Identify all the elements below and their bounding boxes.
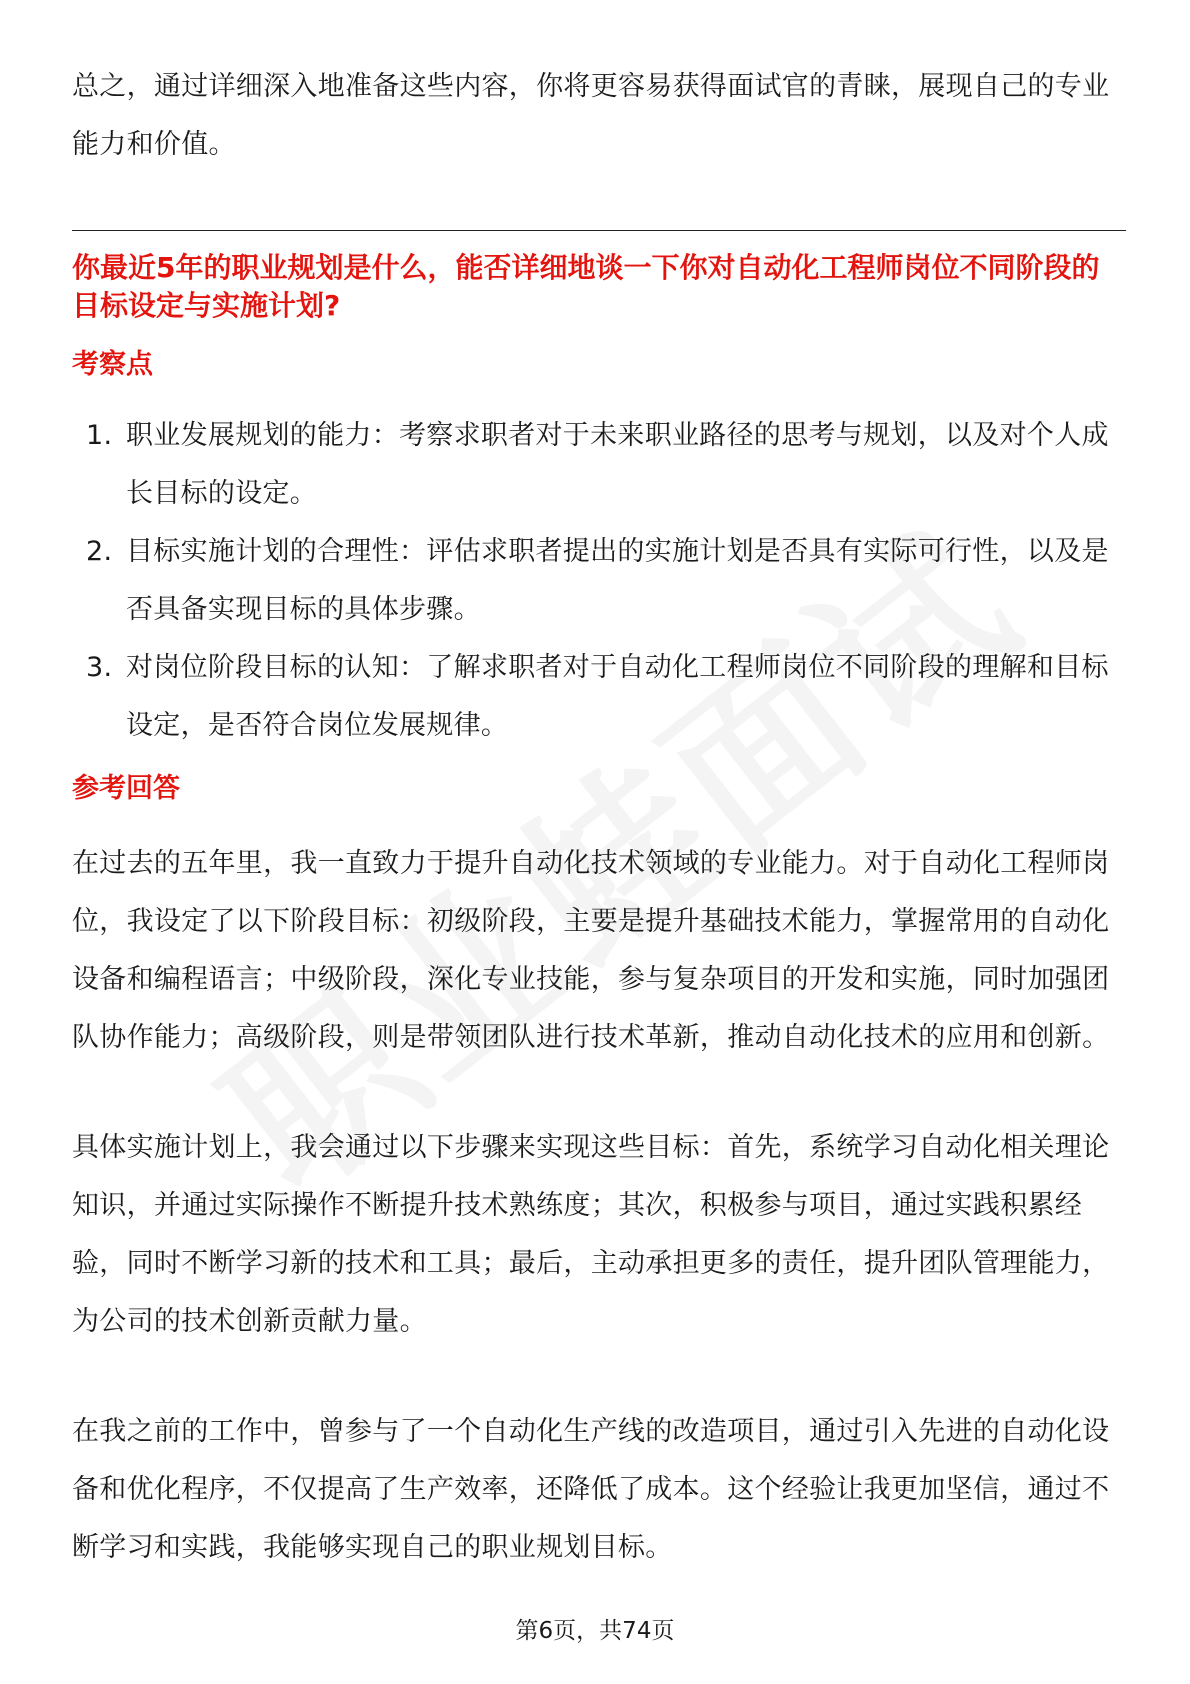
point-text: 目标实施计划的合理性：评估求职者提出的实施计划是否具有实际可行性，以及是否具备实现目标的具体步骤。 [126,536,1109,625]
point-number: 1. [86,420,113,451]
point-number: 2. [86,536,113,567]
answer-heading: 参考回答 [72,773,180,804]
page-footer: 第6页，共74页 [515,1618,675,1644]
point-number: 3. [86,652,113,683]
answer-paragraph: 在过去的五年里，我一直致力于提升自动化技术领域的专业能力。对于自动化工程师岗位，我设定了以下阶段目标：初级阶段，主要是提升基础技术能力，掌握常用的自动化设备和编程语言；中级阶段，深化专业技能，参与复杂项目的开发和实施，同时加强团队协作能力；高级阶段，则是带领团队进行技术革新，推动自动化技术的应用和创新。 [72,848,1110,1053]
intro-paragraph: 总之，通过详细深入地准备这些内容，你将更容易获得面试官的青睐，展现自己的专业能力和价值。 [72,71,1110,160]
point-text: 职业发展规划的能力：考察求职者对于未来职业路径的思考与规划，以及对个人成长目标的设定。 [126,420,1109,509]
assessment-point [72,407,1126,523]
answer-paragraph: 具体实施计划上，我会通过以下步骤来实现这些目标：首先，系统学习自动化相关理论知识，并通过实际操作不断提升技术熟练度；其次，积极参与项目，通过实践积累经验，同时不断学习新的技术和工具；最后，主动承担更多的责任，提升团队管理能力，为公司的技术创新贡献力量。 [72,1132,1110,1337]
point-text: 对岗位阶段目标的认知：了解求职者对于自动化工程师岗位不同阶段的理解和目标设定，是否符合岗位发展规律。 [126,652,1109,741]
assessment-point [72,639,1126,755]
assessment-points-list [72,407,1126,755]
answer-paragraph: 在我之前的工作中，曾参与了一个自动化生产线的改造项目，通过引入先进的自动化设备和优化程序，不仅提高了生产效率，还降低了成本。这个经验让我更加坚信，通过不断学习和实践，我能够实现自己的职业规划目标。 [72,1416,1110,1563]
section-divider [72,230,1126,231]
assessment-point [72,523,1126,639]
question-title: 你最近5年的职业规划是什么，能否详细地谈一下你对自动化工程师岗位不同阶段的目标设定与实施计划? [72,251,1100,322]
assessment-heading: 考察点 [72,349,153,380]
document-page [72,58,1126,1577]
